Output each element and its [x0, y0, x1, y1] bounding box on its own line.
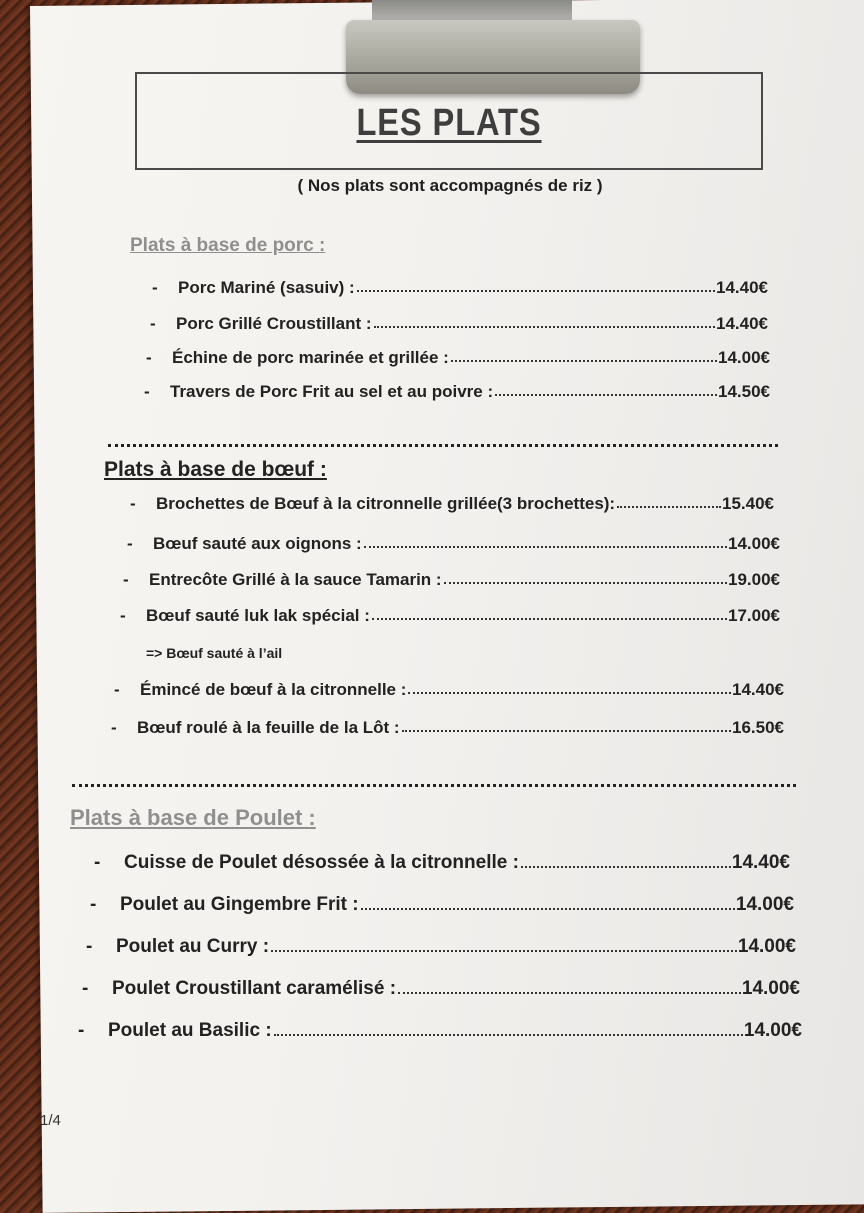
- item-dash: -: [111, 718, 117, 737]
- item-name: Échine de porc marinée et grillée :: [172, 348, 449, 367]
- item-price: 14.50€: [718, 382, 770, 401]
- dot-leader: [372, 618, 727, 620]
- item-dash: -: [82, 978, 89, 999]
- item-price: 14.40€: [731, 852, 790, 873]
- item-dash: -: [120, 606, 126, 625]
- menu-item: [150, 314, 768, 334]
- item-name: Poulet Croustillant caramélisé :: [112, 978, 397, 999]
- dot-leader: [374, 326, 715, 328]
- menu-item: [152, 278, 768, 298]
- item-price: 15.40€: [722, 494, 774, 513]
- dot-leader: [361, 908, 735, 910]
- section-separator: [108, 444, 778, 447]
- menu-item: [94, 852, 790, 874]
- subtitle: ( Nos plats sont accompagnés de riz ): [297, 176, 603, 195]
- item-dash: -: [86, 936, 93, 957]
- item-dash: -: [144, 382, 150, 401]
- menu-item: [90, 894, 794, 916]
- item-name: Porc Grillé Croustillant :: [176, 314, 372, 333]
- dot-leader: [451, 360, 717, 362]
- item-dash: -: [114, 680, 120, 699]
- menu-item: [111, 718, 784, 738]
- section-separator: [72, 784, 796, 787]
- item-price: 14.40€: [716, 278, 768, 297]
- item-price: 14.00€: [728, 534, 780, 553]
- item-name: Poulet au Curry :: [116, 936, 270, 957]
- item-name: Poulet au Basilic :: [108, 1020, 272, 1041]
- page-title: LES PLATS: [356, 102, 542, 144]
- dot-leader: [521, 866, 731, 868]
- item-name: Bœuf sauté luk lak spécial :: [146, 606, 370, 625]
- section-title-poulet: Plats à base de Poulet :: [70, 805, 316, 830]
- item-dash: -: [130, 494, 136, 513]
- section-title-porc: Plats à base de porc :: [130, 235, 326, 256]
- menu-item: [78, 1020, 802, 1042]
- item-name: Porc Mariné (sasuiv) :: [178, 278, 355, 297]
- menu-item: [123, 570, 780, 590]
- item-price: 14.00€: [735, 894, 794, 915]
- item-dash: -: [146, 348, 152, 367]
- dot-leader: [444, 582, 727, 584]
- item-dash: -: [152, 278, 158, 297]
- section-title-boeuf: Plats à base de bœuf :: [104, 458, 327, 481]
- item-price: 16.50€: [732, 718, 784, 737]
- menu-item: [86, 936, 796, 958]
- item-dash: -: [78, 1020, 85, 1041]
- item-price: 14.00€: [718, 348, 770, 367]
- item-dash: -: [127, 534, 133, 553]
- dot-leader: [274, 1034, 743, 1036]
- item-name: Entrecôte Grillé à la sauce Tamarin :: [149, 570, 442, 589]
- item-name: Bœuf roulé à la feuille de la Lôt :: [137, 718, 400, 737]
- dot-leader: [617, 506, 721, 508]
- dot-leader: [364, 546, 727, 548]
- page-number: 1/4: [40, 1112, 61, 1129]
- clip-hinge: [372, 0, 572, 22]
- item-name: Bœuf sauté aux oignons :: [153, 534, 362, 553]
- item-name: Brochettes de Bœuf à la citronnelle grillée(3 brochettes):: [156, 494, 616, 513]
- item-price: 14.00€: [741, 978, 800, 999]
- menu-item: [127, 534, 780, 554]
- dot-leader: [408, 692, 731, 694]
- menu-item: [144, 382, 770, 402]
- item-name: Poulet au Gingembre Frit :: [120, 894, 359, 915]
- item-dash: -: [90, 894, 97, 915]
- menu-item: [114, 680, 784, 700]
- item-dash: -: [150, 314, 156, 333]
- item-price: 14.00€: [737, 936, 796, 957]
- menu-item: [146, 348, 770, 368]
- dot-leader: [398, 992, 741, 994]
- item-note: => Bœuf sauté à l’ail: [146, 645, 283, 661]
- dot-leader: [271, 950, 737, 952]
- item-dash: -: [94, 852, 101, 873]
- item-name: Travers de Porc Frit au sel et au poivre :: [170, 382, 494, 401]
- menu-item: [130, 494, 774, 514]
- item-name: Émincé de bœuf à la citronnelle :: [140, 680, 407, 699]
- item-price: 14.00€: [743, 1020, 802, 1041]
- item-price: 14.40€: [732, 680, 784, 699]
- item-dash: -: [123, 570, 129, 589]
- dot-leader: [402, 730, 731, 732]
- item-price: 14.40€: [716, 314, 768, 333]
- dot-leader: [357, 290, 715, 292]
- menu-item: [120, 606, 780, 626]
- menu-item: [82, 978, 800, 1000]
- dot-leader: [495, 394, 717, 396]
- item-price: 17.00€: [728, 606, 780, 625]
- item-name: Cuisse de Poulet désossée à la citronnelle :: [124, 852, 519, 873]
- item-price: 19.00€: [728, 570, 780, 589]
